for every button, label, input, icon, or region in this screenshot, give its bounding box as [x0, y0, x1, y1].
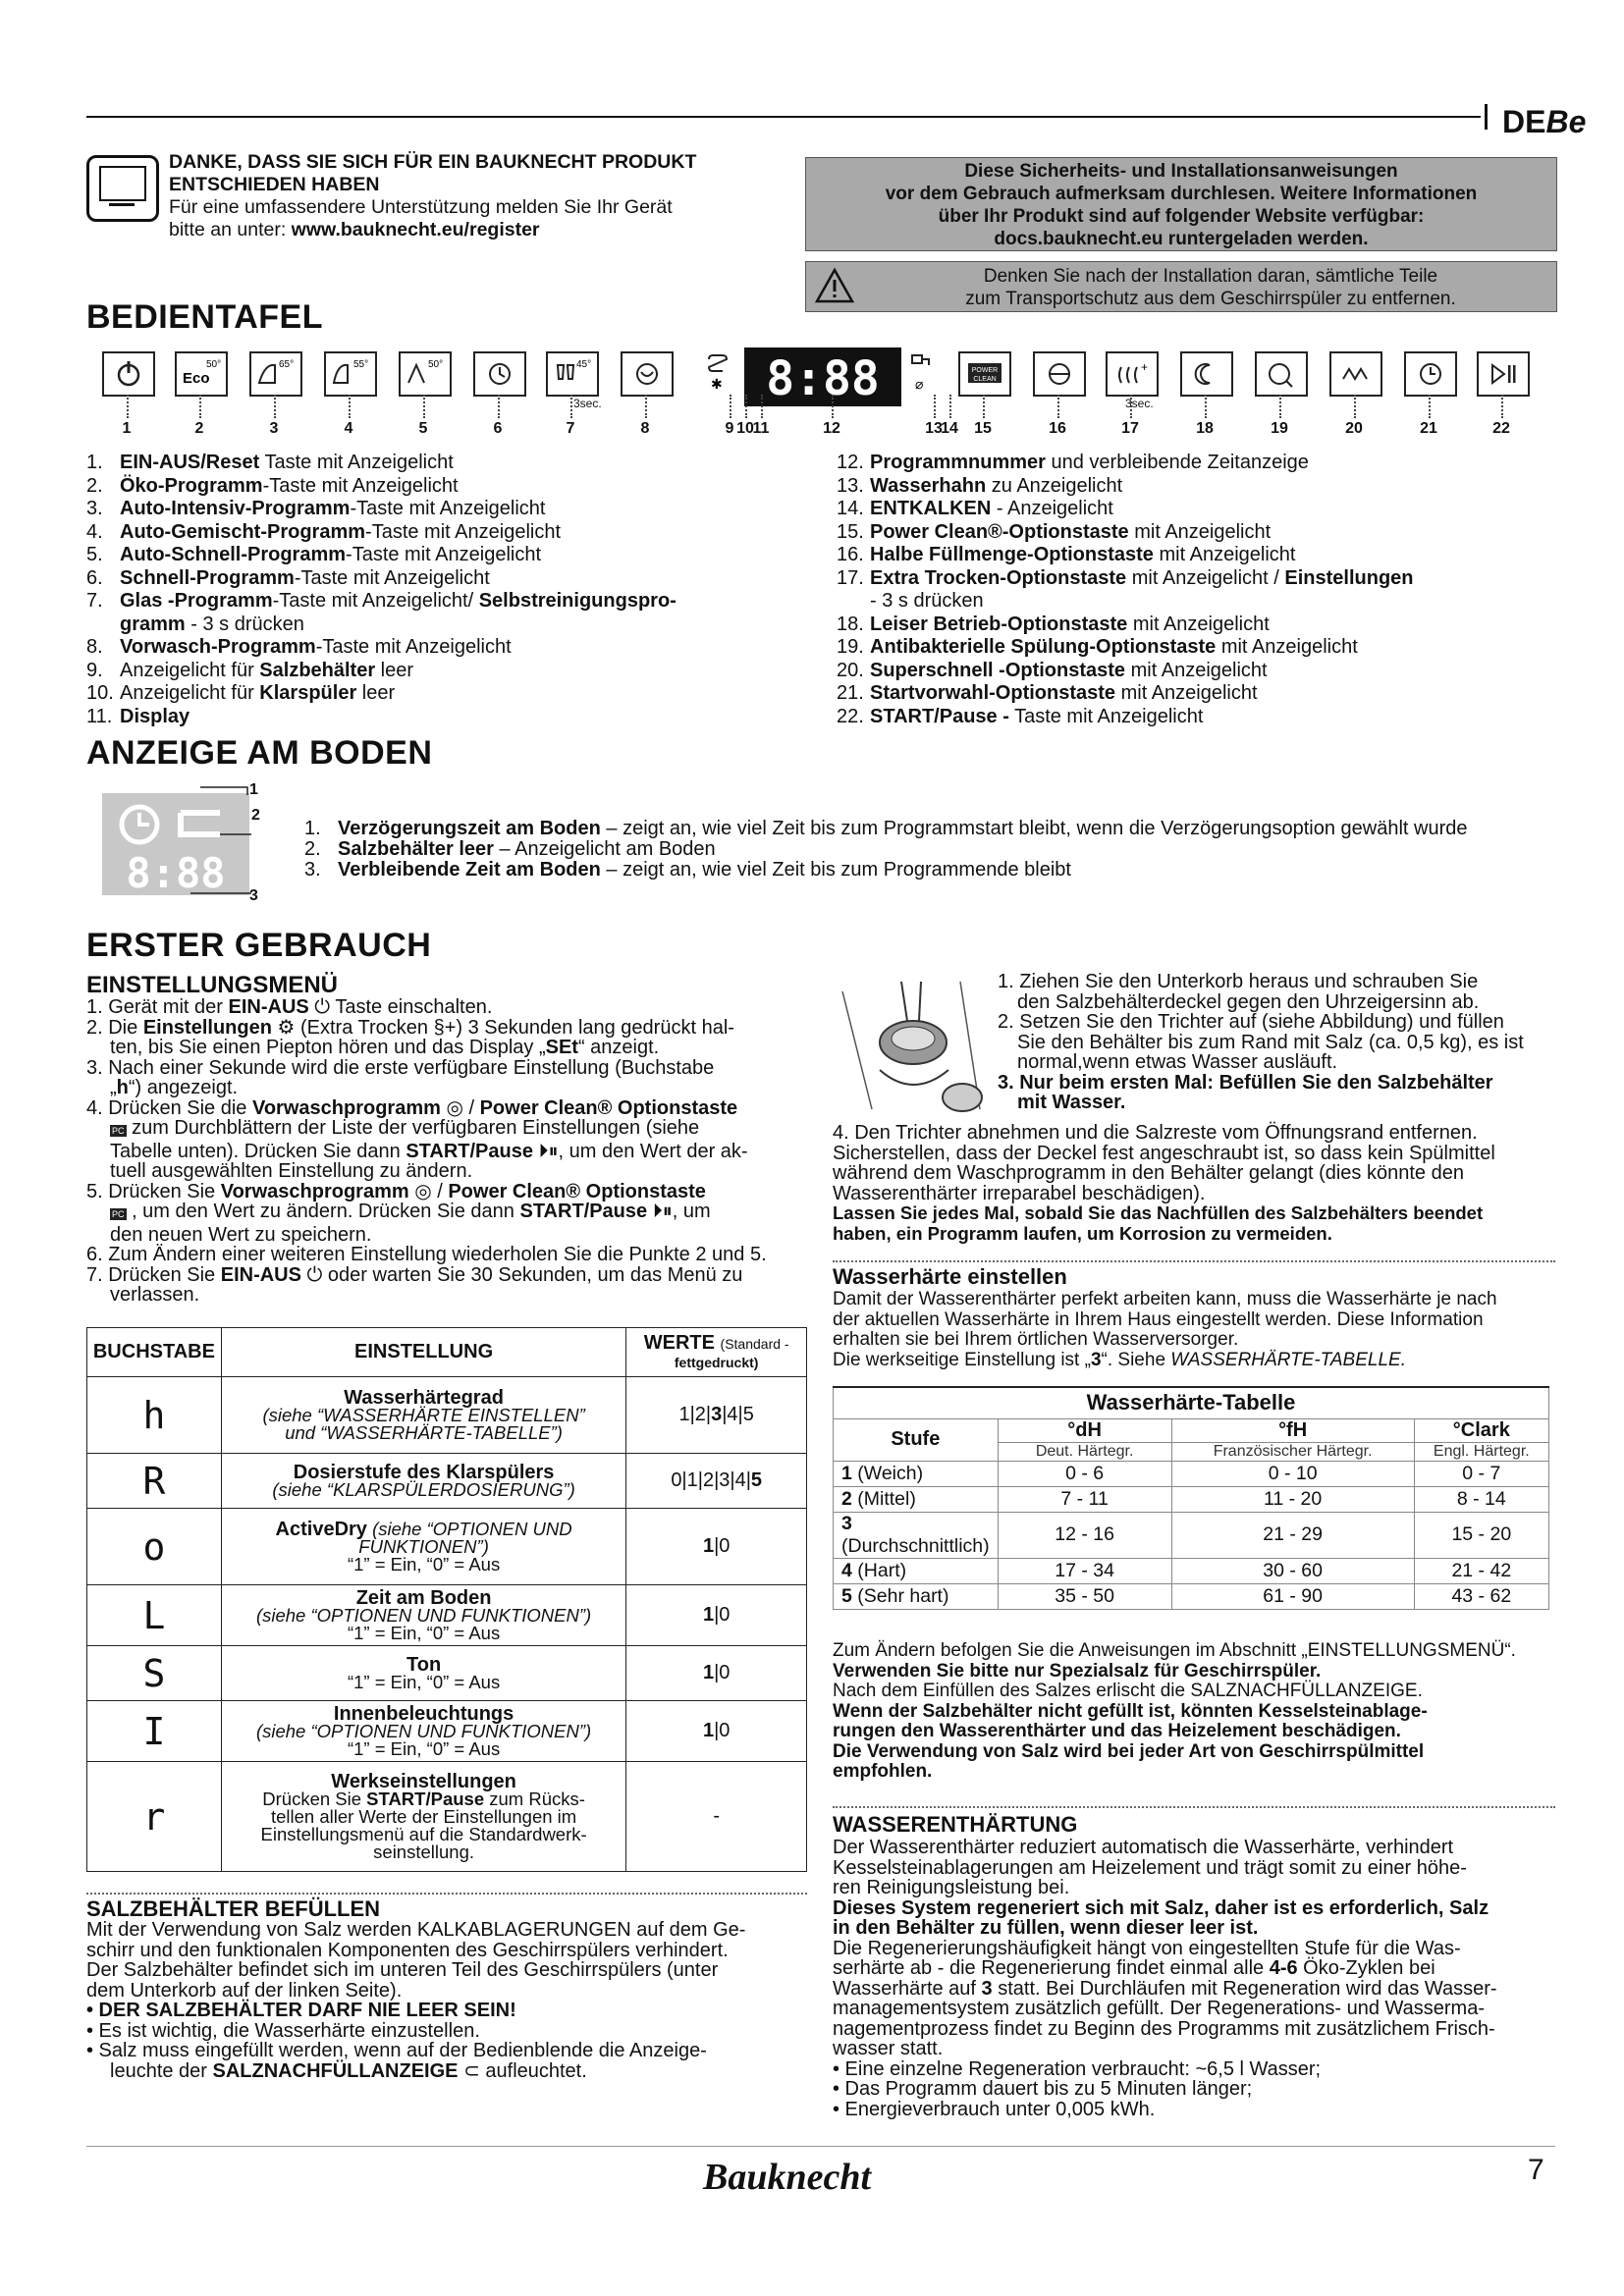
display-8-88 — [744, 347, 901, 406]
panel-number: 2 — [194, 420, 204, 437]
power-small-icon: ⏻ — [314, 996, 331, 1018]
list-item — [86, 614, 793, 637]
svg-text:50°: 50° — [206, 359, 222, 370]
hardness-col-clark: °Clark — [1414, 1418, 1548, 1442]
list-text: Anzeigelicht für Klarspüler leer — [120, 682, 396, 704]
col-werte: WERTE (Standard - fettgedruckt) — [626, 1328, 807, 1377]
salz-title: SALZBEHÄLTER BEFÜLLEN — [86, 1896, 381, 1921]
leader-line — [949, 395, 951, 418]
setting-glyph: I — [87, 1701, 222, 1762]
settings-row — [87, 1377, 807, 1454]
setting-description: Zeit am Boden (siehe “OPTIONEN UND FUNKTIONEN”) “1” = Ein, “0” = Aus — [221, 1585, 626, 1646]
setting-description: ActiveDry (siehe “OPTIONEN UND FUNKTIONEN”) “1” = Ein, “0” = Aus — [221, 1509, 626, 1585]
hardness-value-fh: 61 - 90 — [1171, 1583, 1414, 1609]
panel-number: 13 — [925, 420, 943, 437]
panel-number: 11 — [752, 420, 770, 437]
panel-number: 1 — [122, 420, 132, 437]
list-item — [86, 660, 793, 683]
settings-row — [87, 1454, 807, 1509]
erster-gebrauch-title: ERSTER GEBRAUCH — [86, 927, 432, 964]
setting-values: 1|0 — [626, 1646, 807, 1701]
setting-description: Ton “1” = Ein, “0” = Aus — [221, 1646, 626, 1701]
list-number: 13. — [837, 474, 864, 497]
settings-row — [87, 1701, 807, 1762]
half-load-button[interactable] — [1033, 351, 1086, 397]
wasserhaerte-title: Wasserhärte einstellen — [833, 1264, 1067, 1289]
list-item — [837, 521, 1543, 545]
hardness-col-fh: °fH — [1171, 1418, 1414, 1442]
list-number: 19. — [837, 636, 864, 658]
auto-intensive-button[interactable] — [249, 351, 302, 397]
bedientafel-list-right — [837, 452, 1543, 728]
salz-body: Mit der Verwendung von Salz werden KALKABLAGERUNGEN auf dem Ge- schirr und den funktionalen Komponenten des Geschirrspülers verhindert. Der Salzbehälter befindet sich im unteren Teil des Geschirrspülers (unter dem Unterkorb auf der linken Seite). • DER SALZBEHÄLTER DARF NIE LEER SEIN! • Es ist wichtig, die Wasserhärte einzustellen. • Salz muss eingefüllt werden, wenn auf der Bedienblende die Anzeige- leuchte der SALZNACHFÜLLANZEIGE ⊂ aufleuchtet. — [86, 1919, 746, 2082]
silent-button[interactable] — [1180, 351, 1233, 397]
quick-program-button[interactable] — [473, 351, 526, 397]
hardness-value-fh: 0 - 10 — [1171, 1461, 1414, 1486]
hardness-table-title: Wasserhärte-Tabelle — [834, 1387, 1549, 1418]
power-clean-small-icon-2: PC — [112, 1209, 125, 1219]
setting-description: Dosierstufe des Klarspülers (siehe “KLARSPÜLERDOSIERUNG”) — [221, 1454, 626, 1509]
list-item — [837, 682, 1543, 706]
list-text: Auto-Schnell-Programm-Taste mit Anzeigelicht — [120, 544, 542, 565]
list-item — [86, 636, 793, 660]
panel-number: 19 — [1271, 420, 1288, 437]
list-item — [86, 590, 793, 614]
list-text: EIN-AUS/Reset Taste mit Anzeigelicht — [120, 452, 454, 473]
setting-glyph: L — [87, 1585, 222, 1646]
leader-line — [1057, 395, 1059, 418]
hardness-level: 3 (Durchschnittlich) — [834, 1512, 999, 1558]
list-text: Auto-Gemischt-Programm-Taste mit Anzeigelicht — [120, 520, 562, 543]
start-pause-small-icon: ⏵⏸ — [538, 1140, 559, 1162]
list-number: 11. — [86, 705, 113, 727]
hardness-value-dh: 12 - 16 — [998, 1512, 1171, 1558]
floor-display-illustration — [102, 785, 259, 903]
leader-line — [127, 395, 129, 418]
bedientafel-title: BEDIENTAFEL — [86, 298, 323, 336]
list-number: 15. — [837, 520, 864, 543]
list-text: Startvorwahl-Optionstaste mit Anzeigelicht — [870, 682, 1258, 704]
list-item — [837, 614, 1543, 637]
settings-row — [87, 1762, 807, 1872]
list-number: 12. — [837, 452, 864, 473]
list-text: Leiser Betrieb-Optionstaste mit Anzeigelicht — [870, 613, 1270, 635]
leader-line — [349, 395, 351, 418]
hardness-row — [834, 1461, 1549, 1486]
boden-text: Salzbehälter leer – Anzeigelicht am Boden — [338, 838, 716, 860]
list-item — [837, 660, 1543, 683]
brand-logo: Bauknecht — [703, 2157, 872, 2198]
list-item — [86, 498, 793, 521]
separator-3 — [833, 1806, 1555, 1808]
boden-title: ANZEIGE AM BODEN — [86, 734, 433, 772]
leader-line — [1501, 395, 1503, 418]
header-rule — [86, 116, 1481, 118]
hardness-value-cl: 8 - 14 — [1414, 1486, 1548, 1512]
list-item — [86, 475, 793, 499]
setting-description: Wasserhärtegrad (siehe “WASSERHÄRTE EINSTELLEN” und “WASSERHÄRTE-TABELLE”) — [221, 1377, 626, 1454]
boden-number: 3. — [304, 859, 321, 881]
floor-callout-2: 2 — [251, 807, 260, 824]
list-number: 4. — [86, 520, 103, 543]
boden-item — [304, 839, 1581, 860]
list-number: 10. — [86, 682, 114, 704]
settings-table — [86, 1327, 807, 1872]
setting-description: Innenbeleuchtungs (siehe “OPTIONEN UND FUNKTIONEN”) “1” = Ein, “0” = Aus — [221, 1701, 626, 1762]
salt-indicator-icon — [705, 351, 731, 393]
list-number: 22. — [837, 705, 864, 727]
svg-text:8:88: 8:88 — [126, 849, 226, 897]
bedientafel-list-left — [86, 452, 793, 728]
language-code: DEBe — [1502, 104, 1587, 139]
panel-number: 17 — [1121, 420, 1139, 437]
panel-number: 7 — [566, 420, 575, 437]
safety-notice: Diese Sicherheits- und Installationsanweisungen vor dem Gebrauch aufmerksam durchlesen. Weitere Informationen über Ihr Produkt sind auf folgender Website verfügbar: docs.bauknecht.eu runtergeladen werden. — [805, 157, 1557, 251]
list-text: Schnell-Programm-Taste mit Anzeigelicht — [120, 566, 490, 589]
list-number: 6. — [86, 566, 103, 589]
setting-values: - — [626, 1762, 807, 1872]
list-text: Display — [120, 705, 190, 727]
antibacterial-button[interactable] — [1255, 351, 1308, 397]
hardness-value-cl: 0 - 7 — [1414, 1461, 1548, 1486]
leader-line — [832, 395, 834, 418]
hardness-value-dh: 7 - 11 — [998, 1486, 1171, 1512]
three-sec-label-17: 3sec. — [1125, 397, 1154, 410]
list-text: Auto-Intensiv-Programm-Taste mit Anzeigelicht — [120, 498, 546, 519]
menu-title: EINSTELLUNGSMENÜ — [86, 972, 339, 998]
hardness-row — [834, 1583, 1549, 1609]
panel-number: 3 — [269, 420, 279, 437]
leader-line — [1429, 395, 1431, 418]
auto-mixed-button[interactable] — [324, 351, 377, 397]
leader-line — [423, 395, 425, 418]
list-item — [86, 682, 793, 706]
leader-line — [570, 395, 572, 418]
leader-line — [730, 395, 731, 418]
auto-quick-button[interactable] — [399, 351, 452, 397]
list-item — [86, 706, 793, 729]
delay-start-button[interactable] — [1404, 351, 1457, 397]
list-item — [837, 706, 1543, 729]
settings-row — [87, 1646, 807, 1701]
panel-number: 20 — [1345, 420, 1363, 437]
hardness-value-dh: 0 - 6 — [998, 1461, 1171, 1486]
list-item — [86, 544, 793, 567]
list-number: 2. — [86, 474, 103, 497]
leader-line — [761, 395, 763, 418]
panel-number: 9 — [725, 420, 734, 437]
list-number: 5. — [86, 544, 103, 565]
boden-item — [304, 819, 1581, 839]
boden-text: Verbleibende Zeit am Boden – zeigt an, wie viel Zeit bis zum Programmende bleibt — [338, 859, 1071, 881]
leader-line — [745, 395, 747, 418]
panel-number: 5 — [418, 420, 428, 437]
prewash-small-icon-2: ◎ — [414, 1180, 432, 1202]
svg-text:65°: 65° — [279, 359, 295, 370]
header-tick — [1485, 104, 1488, 130]
hardness-row — [834, 1486, 1549, 1512]
boden-item — [304, 860, 1581, 881]
hardness-level: 1 (Weich) — [834, 1461, 999, 1486]
gear-icon: ⚙ — [277, 1016, 296, 1039]
settings-row — [87, 1509, 807, 1585]
list-item — [837, 452, 1543, 475]
setting-glyph: S — [87, 1646, 222, 1701]
three-sec-label-7: 3sec. — [573, 397, 602, 410]
setting-values: 0|1|2|3|4|5 — [626, 1454, 807, 1509]
boden-number: 1. — [304, 818, 321, 839]
setting-glyph: r — [87, 1762, 222, 1872]
hardness-col-stufe: Stufe — [834, 1418, 999, 1461]
hardness-row — [834, 1558, 1549, 1583]
thanks-block: DANKE, DASS SIE SICH FÜR EIN BAUKNECHT PRODUKT ENTSCHIEDEN HABEN Für eine umfassendere Unterstützung melden Sie Ihr Gerät bitte an unter: www.bauknecht.eu/register — [169, 151, 697, 240]
setting-glyph: R — [87, 1454, 222, 1509]
boden-list — [304, 819, 1581, 881]
col-einstellung: EINSTELLUNG — [221, 1328, 626, 1377]
hardness-value-cl: 43 - 62 — [1414, 1583, 1548, 1609]
list-text: Glas -Programm-Taste mit Anzeigelicht/ Selbstreinigungspro- — [120, 590, 677, 612]
glass-program-button[interactable] — [546, 351, 599, 397]
salt-funnel-illustration — [833, 972, 990, 1119]
menu-steps: 1. Gerät mit der EIN-AUS ⏻ Taste einschalten. 2. Die Einstellungen ⚙ (Extra Trocken §+) 3 Sekunden lang gedrückt hal- ten, bis Sie einen Piepton hören und das Display „SEt“ anzeigt. 3. Nach einer Sekunde wird die erste verfügbare Einstellung (Buchstabe „h“) angezeigt. 4. Drücken Sie die Vorwaschprogramm ◎ / Power Clean® Optionstaste PC zum Durchblättern der Liste der verfügbaren Einstellungen (siehe Tabelle unten). Drücken Sie dann START/Pause ⏵⏸, um den Wert der ak- tuell ausgewählten Einstellung zu ändern. 5. Drücken Sie Vorwaschprogramm ◎ / Power Clean® Optionstaste PC , um den Wert zu ändern. Drücken Sie dann START/Pause ⏵⏸, um den neuen Wert zu speichern. 6. Zum Ändern einer weiteren Einstellung wiederholen Sie die Punkte 2 und 5. 7. Drücken Sie EIN-AUS ⏻ oder warten Sie 30 Sekunden, um das Menü zu verlassen. — [86, 996, 767, 1306]
leader-line — [983, 395, 985, 418]
panel-number: 8 — [640, 420, 650, 437]
svg-text:⌀: ⌀ — [915, 376, 924, 392]
after-table-text: Zum Ändern befolgen Sie die Anweisungen im Abschnitt „EINSTELLUNGSMENÜ“. Verwenden Sie bitte nur Spezialsalz für Geschirrspüler. Nach dem Einfüllen des Salzes erlischt die SALZNACHFÜLLANZEIGE. Wenn der Salzbehälter nicht gefüllt ist, könnten Kesselsteinablage- rungen den Wasserenthärter und das Heizelement beschädigen. Die Verwendung von Salz wird bei jeder Art von Geschirrspülmittel empfohlen. — [833, 1640, 1516, 1782]
panel-number: 6 — [493, 420, 503, 437]
leader-line — [934, 395, 936, 418]
svg-text:55°: 55° — [353, 359, 369, 370]
enthaertung-body: Der Wasserenthärter reduziert automatisch die Wasserhärte, verhindert Kesselsteinablagerungen am Heizelement und trägt somit zu einer höhe- ren Reinigungsleistung bei. Dieses System regeneriert sich mit Salz, daher ist es erforderlich, Salz in den Behälter zu füllen, wenn dieser leer ist. Die Regenerierungshäufigkeit hängt von eingestellten Stufe für die Was- serhärte ab - die Regenerierung findet einmal alle 4-6 Öko-Zyklen bei Wasserhärte auf 3 statt. Bei Durchläufen mit Regeneration wird das Wasser- managementsystem zusätzlich gefüllt. Der Regenerations- und Wasserma- nagementprozess findet zu Beginn des Programms mit zusätzlichem Frisch- wasser statt. • Eine einzelne Regeneration verbraucht: ~6,5 l Wasser; • Das Programm dauert bis zu 5 Minuten länger; • Energieverbrauch unter 0,005 kWh. — [833, 1837, 1497, 2120]
list-number: 21. — [837, 682, 864, 704]
display-digits: 8:88 — [766, 351, 880, 406]
list-number — [86, 614, 120, 637]
list-number: 18. — [837, 613, 864, 635]
leader-line — [1130, 395, 1132, 418]
list-item — [837, 590, 1543, 614]
warning-icon — [815, 267, 854, 304]
list-text: Wasserhahn zu Anzeigelicht — [870, 474, 1123, 497]
list-text: Programmnummer und verbleibende Zeitanzeige — [870, 452, 1309, 473]
list-number: 1. — [86, 452, 103, 473]
hardness-col-dh: °dH — [998, 1418, 1171, 1442]
footer-rule — [86, 2146, 1555, 2147]
list-text: Vorwasch-Programm-Taste mit Anzeigelicht — [120, 636, 512, 658]
list-number: 16. — [837, 544, 864, 565]
extra-dry-button[interactable] — [1106, 351, 1159, 397]
separator-2 — [833, 1260, 1555, 1262]
hardness-sub-clark: Engl. Härtegr. — [1414, 1442, 1548, 1461]
svg-text:50°: 50° — [428, 359, 444, 370]
hardness-sub-fh: Französischer Härtegr. — [1171, 1442, 1414, 1461]
hardness-value-dh: 17 - 34 — [998, 1558, 1171, 1583]
leader-line — [199, 395, 201, 418]
transport-warning: Denken Sie nach der Installation daran, sämtliche Teile zum Transportschutz aus dem Geschirrspüler zu entfernen. — [805, 261, 1557, 312]
leader-line — [498, 395, 500, 418]
setting-description: Werkseinstellungen Drücken Sie START/Pause zum Rücks- tellen aller Werte der Einstellungen im Einstellungsmenü auf die Standardwerk- seinstellung. — [221, 1762, 626, 1872]
leader-line — [645, 395, 647, 418]
list-item — [837, 544, 1543, 567]
panel-number: 18 — [1196, 420, 1214, 437]
list-text: - 3 s drücken — [870, 590, 984, 612]
enthaertung-title: WASSERENTHÄRTUNG — [833, 1812, 1078, 1837]
hardness-value-cl: 15 - 20 — [1414, 1512, 1548, 1558]
wasserhaerte-body: Damit der Wasserenthärter perfekt arbeiten kann, muss die Wasserhärte je nach der aktuellen Wasserhärte in Ihrem Haus eingestellt werden. Diese Information erhalten sie bei Ihrem örtlichen Wasserversorger. Die werkseitige Einstellung ist „3“. Siehe WASSERHÄRTE-TABELLE. — [833, 1289, 1497, 1370]
list-item — [837, 567, 1543, 591]
panel-number: 14 — [941, 420, 958, 437]
svg-text:+: + — [1141, 360, 1149, 374]
hardness-value-fh: 30 - 60 — [1171, 1558, 1414, 1583]
list-text: Antibakterielle Spülung-Optionstaste mit Anzeigelicht — [870, 636, 1358, 658]
svg-text:✱: ✱ — [711, 376, 723, 392]
hardness-value-fh: 21 - 29 — [1171, 1512, 1414, 1558]
list-item — [837, 636, 1543, 660]
start-pause-small-icon-2: ⏵⏸ — [652, 1201, 673, 1222]
list-item — [86, 521, 793, 545]
hardness-value-cl: 21 - 42 — [1414, 1558, 1548, 1583]
setting-values: 1|2|3|4|5 — [626, 1377, 807, 1454]
monitor-icon — [86, 155, 159, 222]
list-number: 8. — [86, 636, 103, 658]
leader-line — [274, 395, 276, 418]
prewash-small-icon: ◎ — [446, 1096, 463, 1119]
floor-callout-1: 1 — [249, 781, 258, 798]
panel-number: 21 — [1420, 420, 1437, 437]
panel-number: 22 — [1492, 420, 1510, 437]
setting-values: 1|0 — [626, 1701, 807, 1762]
svg-text:Eco: Eco — [183, 370, 210, 387]
leader-line — [1279, 395, 1281, 418]
panel-number: 16 — [1049, 420, 1066, 437]
list-item — [837, 475, 1543, 499]
super-quick-button[interactable] — [1329, 351, 1382, 397]
hardness-sub-dh: Deut. Härtegr. — [998, 1442, 1171, 1461]
page-number: 7 — [1528, 2154, 1544, 2186]
power-clean-small-icon: PC — [112, 1126, 125, 1136]
salt-refill-icon: ⊂ — [463, 2059, 480, 2082]
boden-text: Verzögerungszeit am Boden – zeigt an, wie viel Zeit bis zum Programmstart bleibt, wenn die Verzögerungsoption gewählt wurde — [338, 818, 1468, 839]
separator — [86, 1893, 807, 1895]
svg-text:POWER: POWER — [971, 367, 999, 374]
list-number: 17. — [837, 566, 864, 589]
list-item — [837, 498, 1543, 521]
boden-number: 2. — [304, 838, 321, 860]
hardness-row — [834, 1512, 1549, 1558]
power-small-icon-2: ⏻ — [306, 1263, 323, 1286]
list-text: ENTKALKEN - Anzeigelicht — [870, 498, 1113, 519]
list-number: 20. — [837, 659, 864, 681]
setting-values: 1|0 — [626, 1585, 807, 1646]
list-text: Anzeigelicht für Salzbehälter leer — [120, 659, 414, 681]
hardness-value-fh: 11 - 20 — [1171, 1486, 1414, 1512]
panel-number: 12 — [823, 420, 840, 437]
panel-number: 4 — [344, 420, 353, 437]
hardness-table — [833, 1386, 1549, 1610]
hardness-level: 4 (Hart) — [834, 1558, 999, 1583]
hardness-value-dh: 35 - 50 — [998, 1583, 1171, 1609]
list-number — [837, 590, 870, 614]
extra-dry-icon: §+ — [433, 1016, 457, 1039]
hardness-level: 2 (Mittel) — [834, 1486, 999, 1512]
start-pause-button[interactable] — [1477, 351, 1530, 397]
prewash-button[interactable] — [621, 351, 674, 397]
panel-number: 15 — [974, 420, 992, 437]
setting-glyph: o — [87, 1509, 222, 1585]
panel-number: 10 — [736, 420, 754, 437]
list-number: 9. — [86, 659, 103, 681]
setting-values: 1|0 — [626, 1509, 807, 1585]
list-item — [86, 452, 793, 475]
salt-steps-cont: 4. Den Trichter abnehmen und die Salzreste vom Öffnungsrand entfernen. Sicherstellen, dass der Deckel fest angeschraubt ist, so dass kein Spülmittel während dem Waschprogramm in den Behälter gelangt (dies könnte den Wasserenthärter irreparabel beschädigen). Lassen Sie jedes Mal, sobald Sie das Nachfüllen des Salzbehälters beendet haben, ein Programm laufen, um Korrosion zu vermeiden. — [833, 1122, 1495, 1244]
svg-text:CLEAN: CLEAN — [973, 376, 997, 383]
list-text: gramm - 3 s drücken — [120, 613, 304, 635]
setting-glyph: h — [87, 1377, 222, 1454]
list-number: 3. — [86, 498, 103, 519]
list-text: START/Pause - Taste mit Anzeigelicht — [870, 705, 1204, 727]
list-number: 14. — [837, 498, 864, 519]
list-number: 7. — [86, 590, 103, 612]
list-text: Öko-Programm-Taste mit Anzeigelicht — [120, 474, 459, 497]
leader-line — [1205, 395, 1207, 418]
power-clean-button[interactable] — [958, 351, 1011, 397]
list-text: Extra Trocken-Optionstaste mit Anzeigelicht / Einstellungen — [870, 566, 1414, 589]
list-text: Halbe Füllmenge-Optionstaste mit Anzeigelicht — [870, 544, 1296, 565]
list-text: Power Clean®-Optionstaste mit Anzeigelicht — [870, 520, 1272, 543]
eco-program-button[interactable] — [175, 351, 228, 397]
floor-callout-3: 3 — [249, 887, 258, 904]
list-text: Superschnell -Optionstaste mit Anzeigelicht — [870, 659, 1268, 681]
power-button[interactable] — [102, 351, 155, 397]
settings-row — [87, 1585, 807, 1646]
list-item — [86, 567, 793, 591]
salt-steps: 1. Ziehen Sie den Unterkorb heraus und schrauben Sie den Salzbehälterdeckel gegen den Uhrzeigersinn ab. 2. Setzen Sie den Trichter auf (siehe Abbildung) und füllen Sie den Behälter bis zum Rand mit Salz (ca. 0,5 kg), es ist normal,wenn etwas Wasser ausläuft. 3. Nur beim ersten Mal: Befüllen Sie den Salzbehälter mit Wasser. — [998, 971, 1524, 1113]
svg-text:45°: 45° — [576, 359, 592, 370]
hardness-level: 5 (Sehr hart) — [834, 1583, 999, 1609]
leader-line — [1354, 395, 1356, 418]
col-buchstabe: BUCHSTABE — [87, 1328, 222, 1377]
tap-indicator-icon — [909, 351, 935, 393]
